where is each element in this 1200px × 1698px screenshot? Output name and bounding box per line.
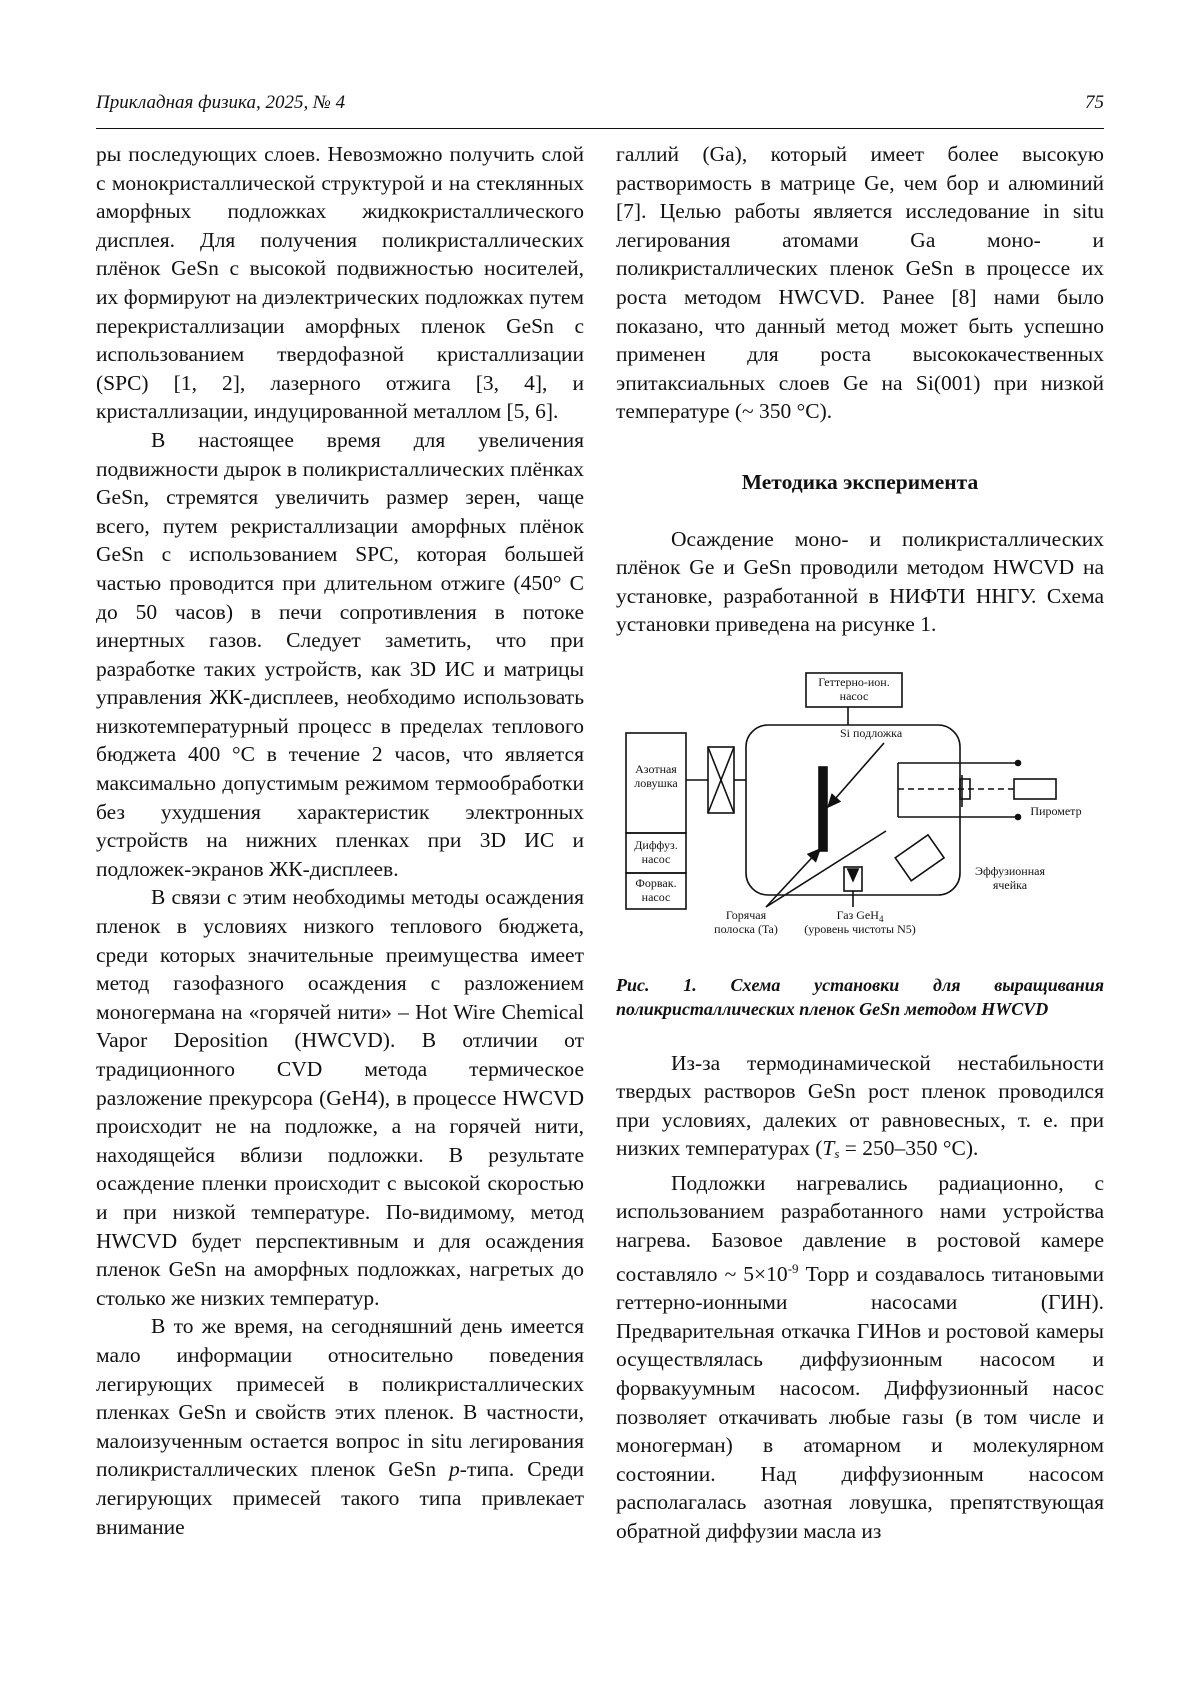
paragraph: ры последующих слоев. Невозможно получить слой с монокристаллической структурой и на стеклянных аморфных подложках жидкокристаллического дисплея. Для получения поликристаллических плёнок GeSn с высокой подвижностью носителей, их формируют на диэлектрических подложках путем перекристаллизации аморфных пленок GeSn с использованием твердофазной кристаллизации (SPC) [1, 2], лазерного отжига [3, 4], и кристаллизации, индуцированной металлом [5, 6].	[96, 142, 584, 424]
paragraph: Осаждение моно- и поликристаллических плёнок Ge и GeSn проводили методом HWCVD на установке, разработанной в НИФТИ ННГУ. Схема установки приведена на рисунке 1.	[616, 526, 1104, 637]
figure-caption: Рис. 1. Схема установки для выращивания поликристаллических пленок GeSn методом HWCVD	[616, 974, 1104, 1019]
page-header	[96, 92, 1104, 122]
pyrometer-box	[1014, 779, 1056, 799]
substrate-holder	[819, 767, 827, 851]
effusion-cell	[895, 835, 944, 881]
label-pyrometer: Пирометр	[1030, 803, 1082, 818]
paragraph: В связи с этим необходимы методы осаждения пленок в условиях низкого теплового бюджета, среди которых значительные преимущества имеет метод газофазного осаждения с разложением моногермана на «горячей нити» – Hot Wire Chemical Vapor Deposition (HWCVD). В отличии от традиционного CVD метода термическое разложение прекурсора (GeH4), в процессе HWCVD происходит не на подложке, а на горячей нити, находящейся вблизи подложки. В результате осаждение пленки происходит с высокой скоростью и при низкой температуре. По-видимому, метод HWCVD будет перспективным и для осаждения пленок GeSn на аморфных подложках, нагретых до столько же низких температур.	[96, 885, 584, 1310]
paragraph: галлий (Ga), который имеет более высокую растворимость в матрице Ge, чем бор и алюминий [7]. Целью работы является исследование in situ легирования атомами Ga моно- и поликристаллических пленок GeSn в процессе их роста методом HWCVD. Ранее [8] нами было показано, что данный метод может быть успешно применен для роста высококачественных эпитаксиальных слоев Ge на Si(001) при низкой температуре (~ 350 °C).	[616, 142, 1104, 424]
paragraph: В то же время, на сегодняшний день имеется мало информации относительно поведения легирующих примесей в поликристаллических пленках GeSn и свойств этих пленок. В частности, малоизученным остается вопрос in situ легирования поликристаллических пленок GeSn p-типа. Среди легирующих примесей такого типа привлекает внимание	[96, 1314, 585, 1539]
paragraph: Подложки нагревались радиационно, с использованием разработанного нами устройства нагрева. Базовое давление в ростовой камере составляло ~ $5\times 10^{-9}$ Торр и создавалось титановыми геттерно-ионными насосами (ГИН). Предварительная откачка ГИНов и ростовой камеры осуществлялась диффузионным насосом и форвакуумным насосом. Диффузионный насос позволяет откачивать любые газы (в том числе и моногерман) в атомарном и молекулярном состоянии. Над диффузионным насосом располагалась азотная ловушка, препятствующая обратной диффузии масла из	[616, 1170, 1104, 1543]
label-effusion-cell-2: ячейка	[992, 877, 1028, 892]
label-getter-pump-1: Геттерно-ион.	[818, 674, 890, 689]
header-rule	[96, 128, 1104, 129]
label-hot-strip-2: полоска (Ta)	[714, 921, 778, 936]
label-getter-pump-2: насос	[839, 688, 869, 703]
label-nitrogen-trap-2: ловушка	[634, 775, 678, 790]
paragraph: Из-за термодинамической нестабильности твердых растворов GeSn рост пленок проводился при условиях, далеких от равновесных, т. е. при низких температурах ($T_s = 250-350$ °C).	[616, 1050, 1104, 1162]
label-diffusion-pump-2: насос	[641, 851, 671, 866]
page-number: 75	[1085, 92, 1104, 113]
label-hot-strip-1: Горячая	[725, 907, 767, 922]
label-forvacuum-pump-2: насос	[641, 889, 671, 904]
right-column	[616, 140, 1104, 1546]
journal-title: Прикладная физика, 2025, № 4	[96, 92, 346, 113]
label-effusion-cell-1: Эффузионная	[975, 863, 1045, 878]
label-gas-purity: (уровень чистоты N5)	[804, 921, 916, 936]
label-nitrogen-trap-1: Азотная	[635, 761, 677, 776]
hwcvd-setup-diagram	[616, 667, 1104, 947]
label-forvacuum-pump-1: Форвак.	[635, 875, 677, 890]
figure-1	[616, 667, 1104, 955]
label-diffusion-pump-1: Диффуз.	[634, 837, 678, 852]
label-gas: Газ GeH$_4$	[836, 907, 884, 924]
section-title: Методика эксперимента	[741, 469, 979, 494]
paragraph: В настоящее время для увеличения подвижности дырок в поликристаллических плёнках GeSn, стремятся увеличить размер зерен, чаще всего, путем рекристаллизации аморфных плёнок GeSn с использованием SPC, которая большей частью проводится при длительном отжиге (450° С до 50 часов) в печи сопротивления в потоке инертных газов. Следует заметить, что при разработке таких устройств, как 3D ИС и матрицы управления ЖК-дисплеев, необходимо использовать низкотемпературный процесс в пределах теплового бюджета 400 °C в течение 2 часов, что является максимально допустимым режимом термообработки без ухудшения характеристик электронных устройств на нижних пленках при 3D ИС и подложек-экранов ЖК-дисплеев.	[96, 427, 584, 881]
left-column	[96, 140, 584, 1541]
label-si-substrate: Si подложка	[840, 725, 903, 740]
